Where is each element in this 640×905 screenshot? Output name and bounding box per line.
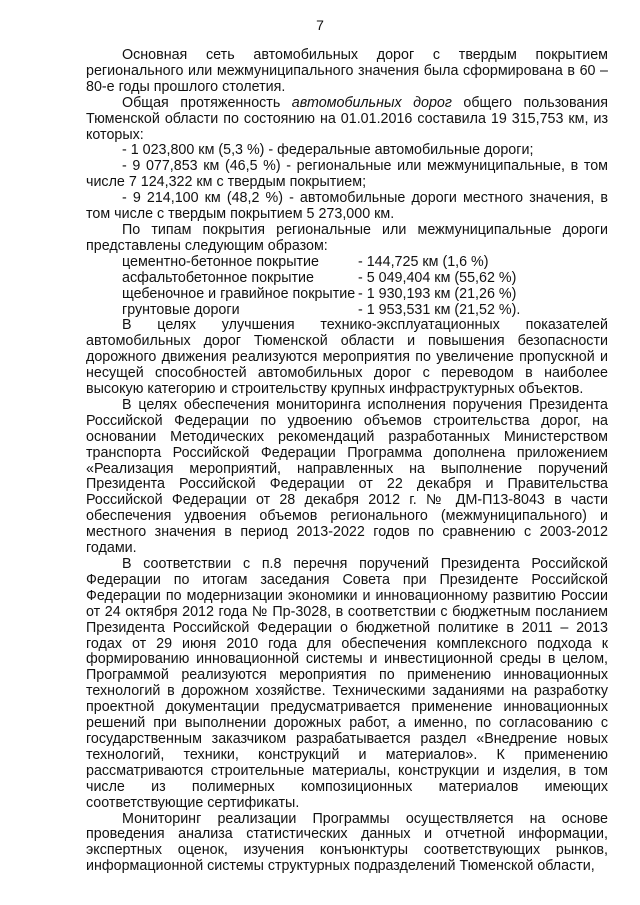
paragraph-coverage-intro: По типам покрытия региональные или межмуниципальные дороги представлены следующим образом: — [86, 221, 608, 254]
coverage-type: асфальтобетонное покрытие — [122, 269, 314, 286]
paragraph-monitoring-order: В целях обеспечения мониторинга исполнения поручения Президента Российской Федерации по удвоению объемов строительства дорог, на основании Методических рекомендаций разработанных Министерством транспорта Российской Федерации Программа дополнена приложением «Реализация мероприятий, направленных на выполнение поручений Президента Российской Федерации от 22 декабря и Правительства Российской Федерации от 28 декабря 2012 г. № ДМ-П13-8043 в части обеспечения удвоения объемов регионального (межмуниципального) и местного значения в период 2013-2022 годов по сравнению с 2003-2012 годами. — [86, 396, 608, 557]
list-item-federal: - 1 023,800 км (5,3 %) - федеральные автомобильные дороги; — [122, 142, 534, 159]
coverage-row — [86, 287, 608, 303]
list-item-regional: - 9 077,853 км (46,5 %) - региональные или межмуниципальные, в том числе 7 124,322 км с твердым покрытием; — [86, 158, 608, 191]
coverage-type: грунтовые дороги — [122, 301, 240, 318]
total-length-text-end: общего пользования Тюменской области по состоянию на 01.01.2016 составила 19 315,753 км, из которых: — [86, 94, 608, 143]
coverage-row — [86, 271, 608, 287]
paragraph-program-monitoring: Мониторинг реализации Программы осуществляется на основе проведения анализа статистических данных и отчетной информации, экспертных оценок, изучения конъюнктуры соответствующих рынков, информационной системы структурных подразделений Тюменской области, — [86, 810, 608, 875]
total-length-italic: автомобильных дорог — [291, 94, 452, 111]
coverage-type: цементно-бетонное покрытие — [122, 253, 319, 270]
paragraph-innovation: В соответствии с п.8 перечня поручений Президента Российской Федерации по итогам заседания Совета при Президенте Российской Федерации по модернизации экономики и инновационному развитию России от 24 октября 2012 года № Пр-3028, в соответствии с бюджетным посланием Президента Российской Федерации о бюджетной политике в 2011 – 2013 годах от 29 июня 2010 года для обеспечения комплексного подхода к формированию инновационной системы и инвестиционной среды в целом, Программой реализуются мероприятия по применению инновационных технологий в дорожном хозяйстве. Техническими заданиями на разработку проектной документации предусматривается применение инновационных решений при выполнении дорожных работ, а именно, по согласованию с государственным заказчиком разрабатывается раздел «Внедрение новых технологий, техники, конструкций и материалов». К применению рассматриваются строительные материалы, конструкции и изделия, в том числе из полимерных композиционных материалов имеющих соответствующие сертификаты. — [86, 556, 608, 811]
paragraph-total-length — [86, 96, 608, 144]
coverage-length: - 144,725 км (1,6 %) — [358, 253, 489, 270]
page-number: 7 — [316, 17, 324, 33]
coverage-length: - 1 930,193 км (21,26 %) — [358, 285, 517, 302]
coverage-type: щебеночное и гравийное покрытие — [122, 285, 356, 302]
coverage-length: - 5 049,404 км (55,62 %) — [358, 269, 517, 286]
total-length-text-start: Общая протяженность — [122, 94, 292, 111]
paragraph-road-network: Основная сеть автомобильных дорог с твердым покрытием регионального или межмуниципального значения была сформирована в 60 – 80-е годы прошлого столетия. — [86, 47, 608, 95]
list-item-local: - 9 214,100 км (48,2 %) - автомобильные дороги местного значения, в том числе с твердым покрытием 5 273,000 км. — [86, 190, 608, 223]
coverage-row — [86, 303, 608, 319]
coverage-row — [86, 255, 608, 271]
coverage-length: - 1 953,531 км (21,52 %). — [358, 301, 521, 318]
document-body — [86, 48, 608, 875]
coverage-table — [86, 255, 608, 319]
paragraph-improvement: В целях улучшения технико-эксплуатационных показателей автомобильных дорог Тюменской области и повышения безопасности дорожного движения реализуются мероприятия по увеличение пропускной и несущей способностей автомобильных дорог с переводом в наиболее высокую категорию и строительству крупных инфраструктурных объектов. — [86, 317, 608, 398]
